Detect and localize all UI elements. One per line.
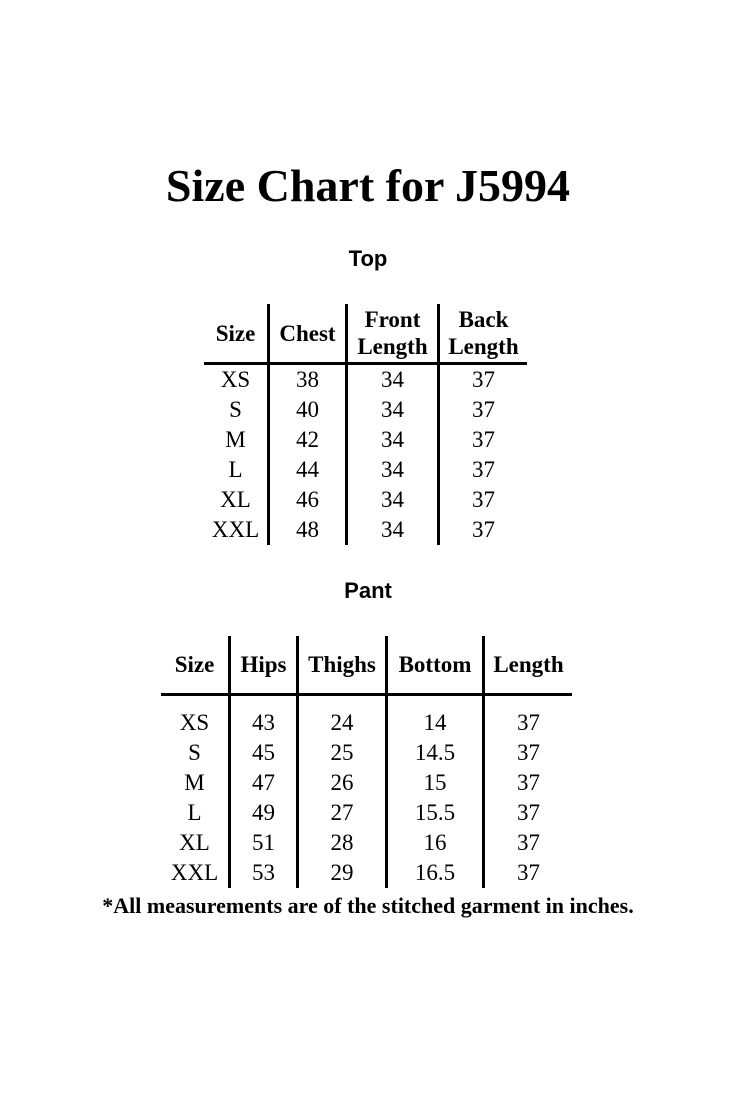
top-header-front-line1: Front (364, 307, 421, 332)
top-cell-chest: 48 (269, 515, 347, 545)
pant-cell-length: 37 (517, 800, 540, 825)
pant-cell-hips: 51 (230, 828, 298, 858)
top-header-back-line1: Back (458, 307, 509, 332)
top-header-front-line2: Length (357, 334, 428, 359)
pant-cell-hips: 53 (230, 858, 298, 888)
top-header-size: Size (204, 304, 269, 364)
top-section-heading: Top (348, 246, 388, 271)
pant-header-size: Size (161, 636, 230, 695)
table-row (204, 364, 527, 396)
pant-cell-hips: 47 (230, 768, 298, 798)
top-header-back-line2: Length (448, 334, 519, 359)
table-row (161, 858, 572, 888)
top-cell-back: 37 (472, 427, 495, 452)
table-row (161, 798, 572, 828)
top-cell-back: 37 (472, 367, 495, 392)
pant-cell-length: 37 (517, 860, 540, 885)
top-cell-size: XXL (204, 515, 269, 545)
pant-cell-bottom: 16.5 (387, 858, 484, 888)
pant-size-table (161, 636, 572, 888)
top-cell-front: 34 (347, 425, 439, 455)
top-cell-size: S (204, 395, 269, 425)
pant-header-row (161, 636, 572, 695)
pant-cell-bottom: 14 (387, 708, 484, 738)
table-row (161, 828, 572, 858)
top-header-back-length (439, 304, 528, 364)
pant-cell-hips: 43 (230, 708, 298, 738)
top-header-row (204, 304, 527, 364)
measurement-note: *All measurements are of the stitched garment in inches. (102, 893, 634, 918)
pant-cell-length: 37 (517, 770, 540, 795)
pant-cell-size: L (161, 798, 230, 828)
pant-header-bottom: Bottom (387, 636, 484, 695)
top-size-table (204, 304, 527, 545)
top-cell-size: XS (204, 364, 269, 396)
top-cell-chest: 42 (269, 425, 347, 455)
pant-cell-size: S (161, 738, 230, 768)
pant-cell-bottom: 15 (387, 768, 484, 798)
top-cell-front: 34 (347, 455, 439, 485)
pant-header-thighs: Thighs (298, 636, 387, 695)
top-cell-size: L (204, 455, 269, 485)
top-header-front-length (347, 304, 439, 364)
pant-header-length: Length (484, 636, 573, 695)
pant-cell-hips: 45 (230, 738, 298, 768)
top-cell-front: 34 (347, 485, 439, 515)
table-row (204, 395, 527, 425)
table-row (204, 425, 527, 455)
table-row (161, 708, 572, 738)
table-row (204, 515, 527, 545)
pant-cell-size: XS (161, 708, 230, 738)
pant-cell-hips: 49 (230, 798, 298, 828)
top-cell-front: 34 (347, 395, 439, 425)
pant-cell-thighs: 28 (298, 828, 387, 858)
pant-section-heading: Pant (344, 578, 392, 603)
pant-cell-size: XXL (161, 858, 230, 888)
top-cell-front: 34 (347, 515, 439, 545)
top-cell-front: 34 (347, 364, 439, 396)
table-row (161, 738, 572, 768)
page-title: Size Chart for J5994 (165, 160, 571, 211)
table-row (204, 455, 527, 485)
pant-cell-bottom: 16 (387, 828, 484, 858)
top-cell-chest: 44 (269, 455, 347, 485)
top-cell-back: 37 (472, 517, 495, 542)
pant-cell-thighs: 29 (298, 858, 387, 888)
pant-cell-thighs: 25 (298, 738, 387, 768)
pant-header-spacer (161, 695, 572, 709)
pant-cell-size: XL (161, 828, 230, 858)
pant-cell-length: 37 (517, 710, 540, 735)
top-cell-size: M (204, 425, 269, 455)
pant-cell-bottom: 15.5 (387, 798, 484, 828)
top-header-chest: Chest (269, 304, 347, 364)
pant-header-hips: Hips (230, 636, 298, 695)
pant-cell-length: 37 (517, 830, 540, 855)
top-cell-chest: 40 (269, 395, 347, 425)
pant-cell-thighs: 27 (298, 798, 387, 828)
top-cell-back: 37 (472, 487, 495, 512)
top-cell-back: 37 (472, 397, 495, 422)
pant-cell-thighs: 24 (298, 708, 387, 738)
top-cell-back: 37 (472, 457, 495, 482)
top-cell-size: XL (204, 485, 269, 515)
table-row (161, 768, 572, 798)
table-row (204, 485, 527, 515)
pant-cell-bottom: 14.5 (387, 738, 484, 768)
top-cell-chest: 38 (269, 364, 347, 396)
pant-cell-thighs: 26 (298, 768, 387, 798)
top-cell-chest: 46 (269, 485, 347, 515)
pant-cell-length: 37 (517, 740, 540, 765)
pant-cell-size: M (161, 768, 230, 798)
